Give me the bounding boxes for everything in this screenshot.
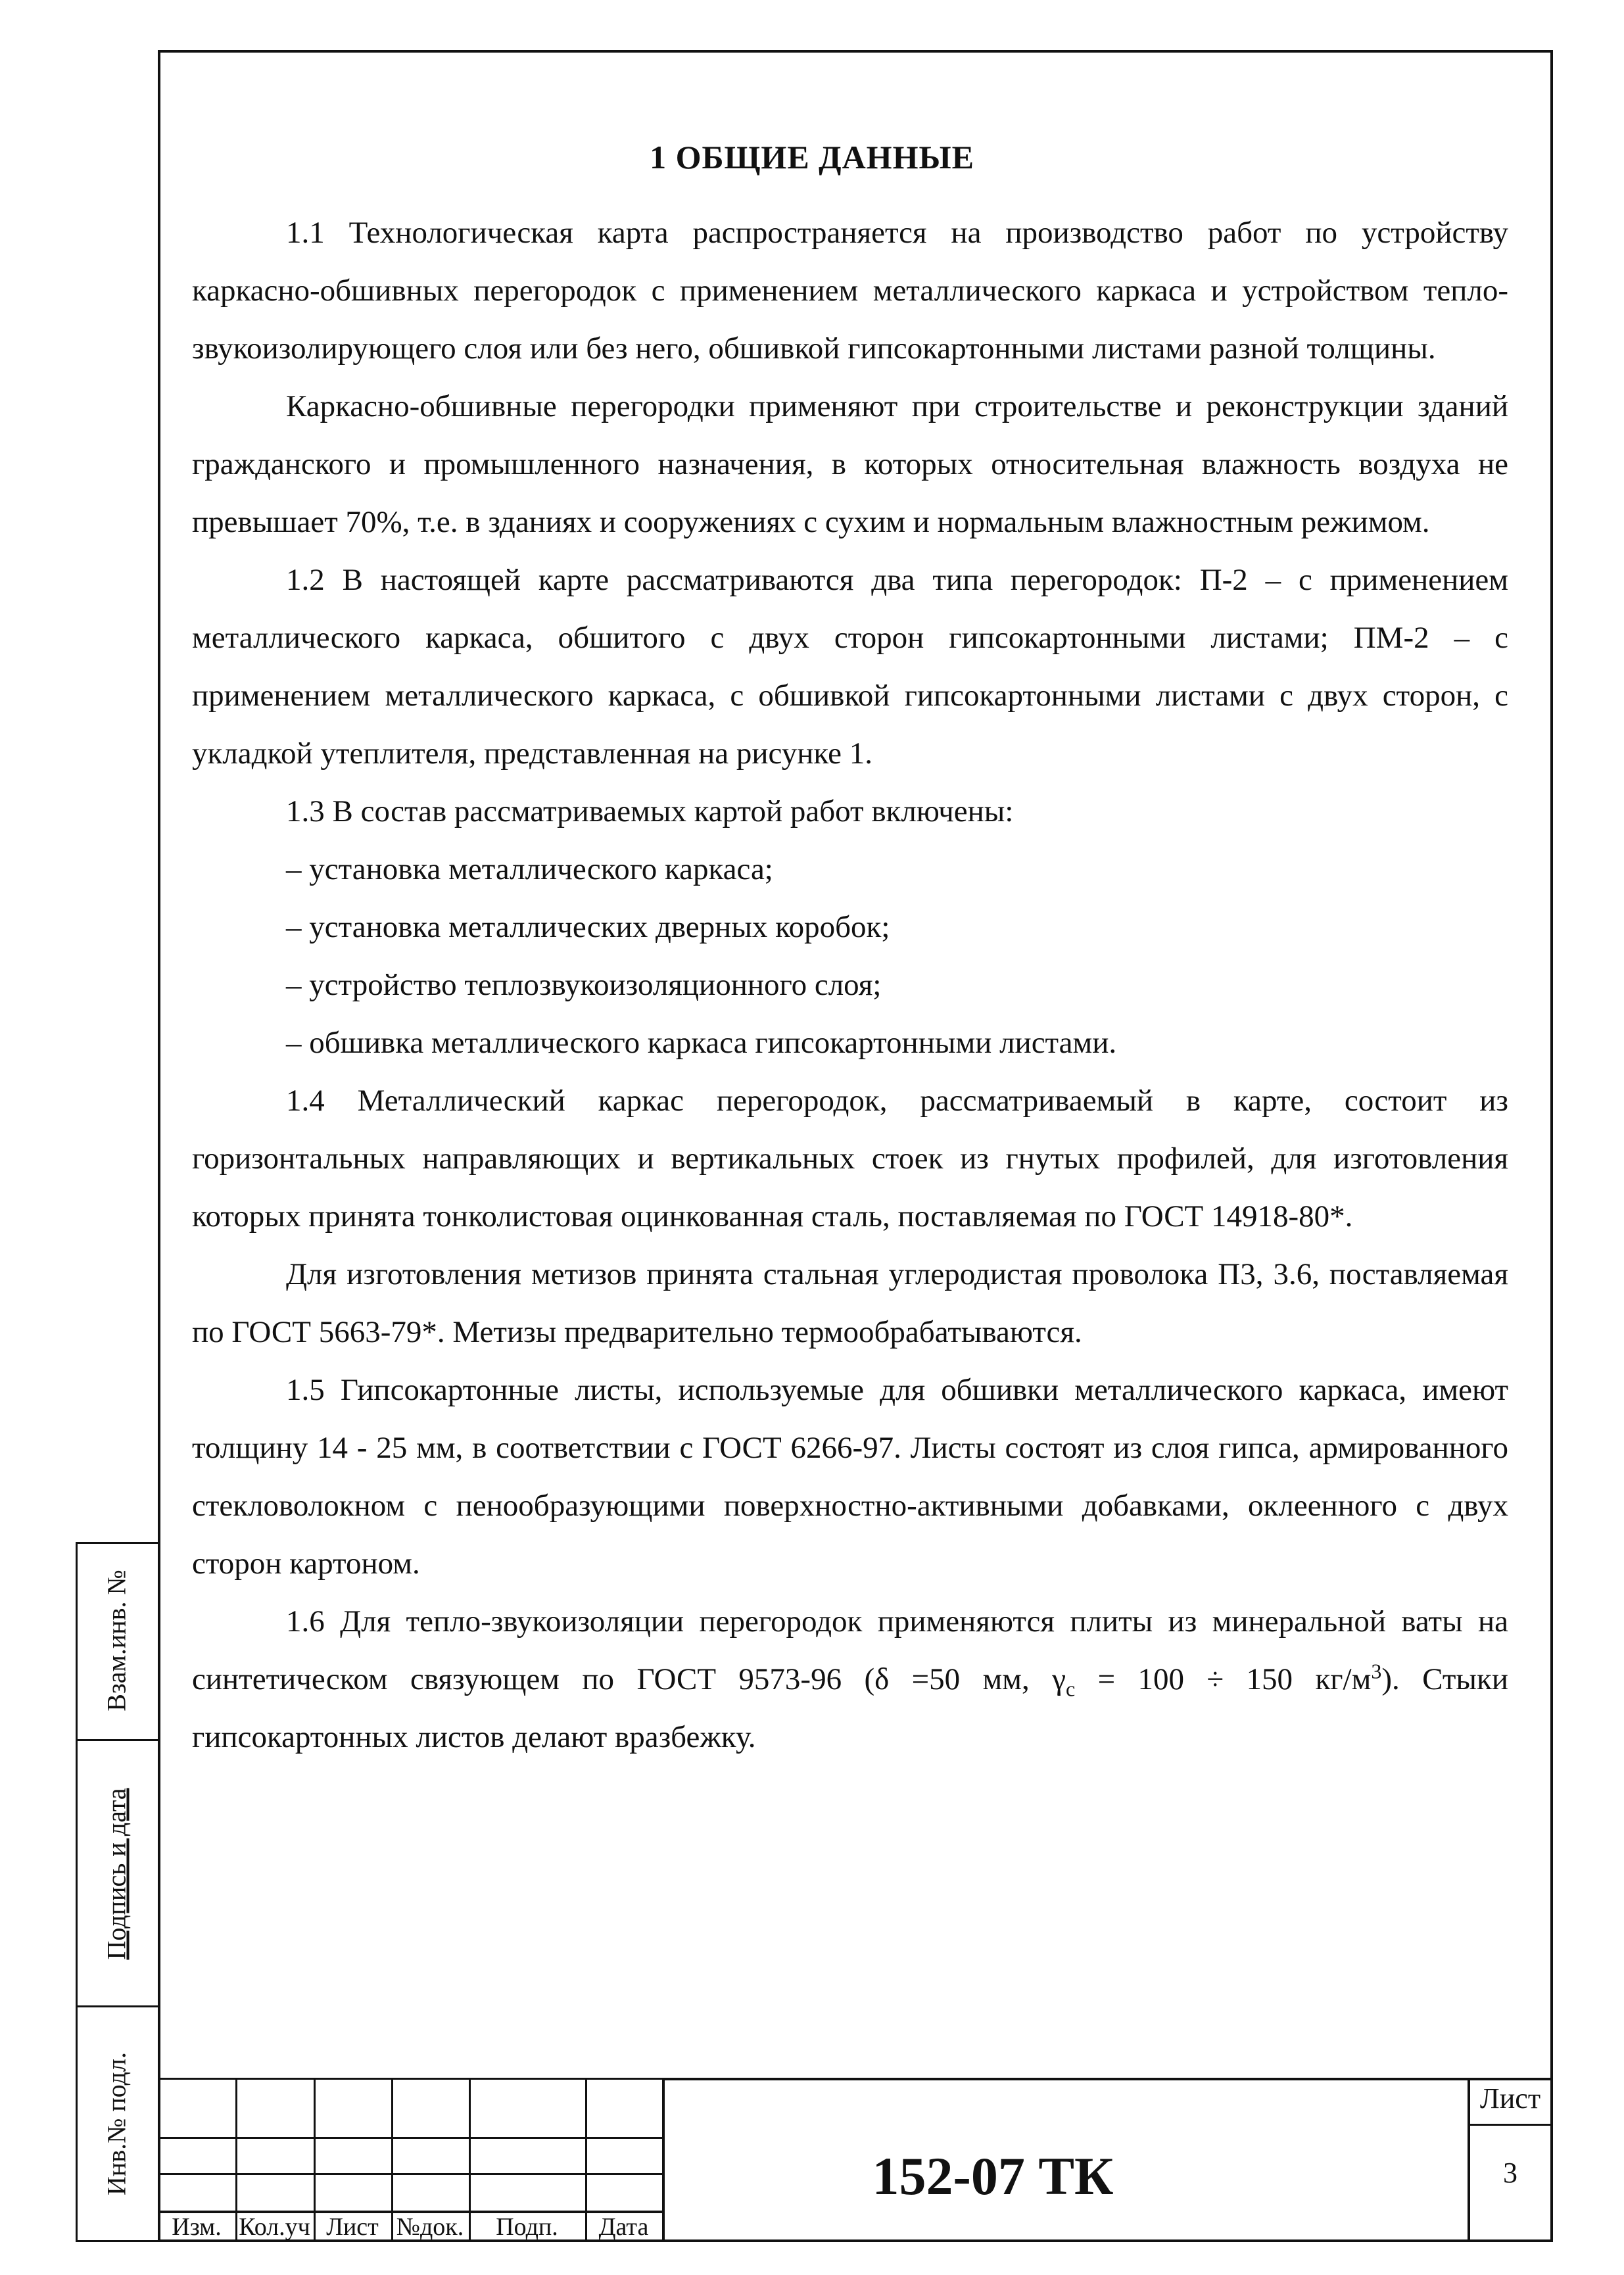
sheet-number: 3: [1503, 2157, 1517, 2189]
tb-header-kol-uch: Кол.уч: [239, 2213, 310, 2241]
tb-line: [158, 2137, 664, 2139]
side-strip-border: [76, 1542, 78, 2242]
document-code: 152-07 ТК: [872, 2146, 1114, 2206]
tb-header-izm: Изм.: [172, 2213, 222, 2241]
side-divider: [76, 1542, 158, 1544]
paragraph-1-6-part-b: = 100 ÷ 150 кг/м: [1075, 1662, 1372, 1696]
paragraph-fasteners: Для изготовления метизов принята стальная углеродистая проволока П3, 3.6, поставляемая по ГОСТ 5663-79*. Метизы предварительно термообрабатываются.: [192, 1257, 1508, 1349]
list-item: – установка металлического каркаса;: [286, 852, 773, 886]
list-item: – установка металлических дверных коробок;: [286, 910, 890, 944]
page-title: 1 ОБЩИЕ ДАННЫЕ: [650, 139, 974, 176]
tb-line: [1468, 2124, 1553, 2126]
list-item: – обшивка металлического каркаса гипсокартонными листами.: [286, 1026, 1117, 1060]
paragraph-usage: Каркасно-обшивные перегородки применяют при строительстве и реконструкции зданий гражданского и промышленного назначения, в которых относительная влажность воздуха не превышает 70%, т.е. в зданиях и сооружениях с сухим и нормальным влажностным режимом.: [192, 389, 1508, 539]
tb-header-list: Лист: [326, 2213, 379, 2241]
tb-header-ndok: №док.: [396, 2213, 464, 2241]
paragraph-1-1: 1.1 Технологическая карта распространяется на производство работ по устройству каркасно-обшивных перегородок с применением металлического каркаса и устройством тепло-звукоизолирующего слоя или без него, обшивкой гипсокартонными листами разной толщины.: [192, 216, 1508, 366]
side-divider: [76, 2240, 158, 2242]
paragraph-1-6: [192, 1592, 1508, 1766]
title-block: [158, 2078, 1553, 2242]
paragraph-1-6-part-a: 1.6 Для тепло-звукоизоляции перегородок применяются плиты из минеральной ваты на синтетическом связующем по ГОСТ 9573-96 (δ =50 мм, γ: [192, 1604, 1508, 1696]
tb-header-data: Дата: [598, 2213, 649, 2241]
paragraph-1-5: 1.5 Гипсокартонные листы, используемые для обшивки металлического каркаса, имеют толщину 14 - 25 мм, в соответствии с ГОСТ 6266-97. Листы состоят из слоя гипса, армированного стекловолокном с пенообразующими поверхностно-активными добавками, оклеенного с двух сторон картоном.: [192, 1373, 1508, 1581]
paragraph-1-3: 1.3 В состав рассматриваемых картой работ включены:: [286, 794, 1014, 828]
subscript-c: c: [1065, 1677, 1076, 1701]
document-body: [192, 204, 1508, 1766]
paragraph-1-4: 1.4 Металлический каркас перегородок, рассматриваемый в карте, состоит из горизонтальных направляющих и вертикальных стоек из гнутых профилей, для изготовления которых принята тонколистовая оцинкованная сталь, поставляемая по ГОСТ 14918-80*.: [192, 1084, 1508, 1233]
paragraph-1-6-part-c: ). Стыки гипсокартонных листов делают вразбежку.: [192, 1662, 1508, 1754]
paragraph-1-2: 1.2 В настоящей карте рассматриваются два типа перегородок: П-2 – с применением металлического каркаса, обшитого с двух сторон гипсокартонными листами; ПМ-2 – с применением металлического каркаса, с обшивкой гипсокартонными листами с двух сторон, с укладкой утеплителя, представленная на рисунке 1.: [192, 563, 1508, 771]
side-divider: [76, 1739, 158, 1741]
label-inv-zam: Взам.инв. №: [101, 1569, 131, 1712]
superscript-3: 3: [1371, 1659, 1382, 1683]
tb-line: [158, 2078, 664, 2080]
label-sign-date: Подпись и дата: [101, 1788, 131, 1960]
side-divider: [76, 2005, 158, 2007]
tb-header-podp: Подп.: [496, 2213, 558, 2241]
side-strip: [76, 1542, 158, 2242]
label-inv-podl: Инв.№ подл.: [101, 2052, 131, 2195]
tb-line: [158, 2173, 664, 2175]
sheet-label: Лист: [1479, 2082, 1541, 2115]
list-item: – устройство теплозвукоизоляционного слоя;: [286, 968, 882, 1002]
